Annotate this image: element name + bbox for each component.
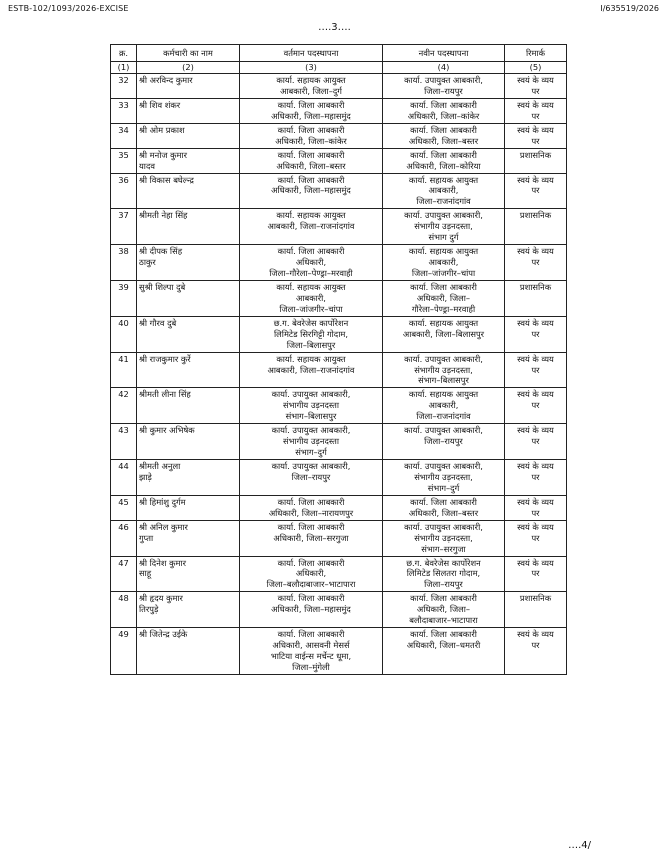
- employee-name-line: श्री कुमार अभिषेक: [139, 425, 195, 436]
- serial-number: 35: [111, 148, 137, 173]
- serial-number: 32: [111, 74, 137, 99]
- current-posting-line: संभाग–दुर्ग: [295, 447, 327, 458]
- column-header-name: कर्मचारी का नाम: [137, 45, 240, 62]
- new-posting-line: कार्या. सहायक आयुक्त: [408, 174, 479, 185]
- current-posting-line: कार्या. जिला आबकारी: [277, 246, 345, 257]
- remark-cell: [505, 98, 567, 123]
- current-posting-line: जिला–जांजगीर–चांपा: [279, 303, 343, 314]
- employee-name-line: तिरपुड़े: [139, 604, 159, 615]
- serial-number: 34: [111, 123, 137, 148]
- new-posting-cell: [383, 209, 505, 245]
- remark-line: स्वयं के व्यय: [517, 246, 554, 257]
- remark-cell: [505, 74, 567, 99]
- table-row: [111, 209, 567, 245]
- remark-line: पर: [531, 507, 540, 518]
- table-row: [111, 74, 567, 99]
- table-row: [111, 245, 567, 281]
- current-posting-line: कार्या. जिला आबकारी: [277, 124, 345, 135]
- current-posting-line: संभागीय उड़नदस्ता: [283, 436, 339, 447]
- remark-line: पर: [531, 110, 540, 121]
- current-posting-line: कार्या. उपायुक्त आबकारी,: [271, 461, 351, 471]
- serial-number: 46: [111, 520, 137, 556]
- employee-name-line: श्री हृदय कुमार: [139, 593, 183, 604]
- new-posting-line: अधिकारी, जिला–कोरिया: [406, 160, 481, 171]
- remark-cell: [505, 592, 567, 628]
- employee-name-line: श्रीमती नेहा सिंह: [139, 210, 188, 221]
- employee-name-line: श्री दीपक सिंह: [139, 246, 183, 257]
- receipt-number: I/635519/2026: [600, 4, 659, 13]
- new-posting-cell: [383, 148, 505, 173]
- serial-number: 42: [111, 388, 137, 424]
- current-posting-line: कार्या. सहायक आयुक्त: [276, 75, 346, 85]
- new-posting-line: कार्या. जिला आबकारी: [410, 149, 477, 160]
- new-posting-line: कार्या. उपायुक्त आबकारी,: [404, 425, 483, 436]
- new-posting-cell: [383, 388, 505, 424]
- new-posting-cell: [383, 424, 505, 460]
- current-posting-line: आबकारी,: [296, 292, 326, 303]
- new-posting-cell: [383, 173, 505, 209]
- remark-line: स्वयं के व्यय: [517, 389, 554, 400]
- current-posting-line: अधिकारी, जिला–महासमुंद: [271, 185, 351, 196]
- new-posting-line: कार्या. उपायुक्त आबकारी,: [404, 461, 483, 471]
- employee-name-line: श्री राजकुमार कुर्रे: [139, 353, 191, 364]
- new-posting-line: जिला–रायपुर: [424, 85, 463, 96]
- new-posting-line: आबकारी,: [428, 400, 459, 411]
- current-posting-line: जिला–गौरेला–पेण्ड्रा–मरवाही: [269, 268, 353, 278]
- remark-line: पर: [531, 532, 540, 543]
- remark-line: स्वयं के व्यय: [517, 496, 554, 507]
- employee-name-cell: [137, 556, 240, 592]
- employee-name-cell: [137, 495, 240, 520]
- remark-line: स्वयं के व्यय: [517, 353, 554, 364]
- serial-number: 38: [111, 245, 137, 281]
- current-posting-line: संभागीय उड़नदस्ता: [283, 400, 339, 411]
- current-posting-line: कार्या. जिला आबकारी: [277, 629, 345, 640]
- current-posting-line: कार्या. जिला आबकारी: [277, 149, 345, 160]
- new-posting-line: संभाग दुर्ग: [428, 232, 459, 243]
- new-posting-cell: [383, 592, 505, 628]
- employee-name-line: श्रीमती लीना सिंह: [139, 389, 191, 400]
- employee-name-line: श्री गौरव दुबे: [139, 317, 177, 328]
- remark-line: स्वयं के व्यय: [517, 557, 554, 568]
- new-posting-line: कार्या. जिला आबकारी: [410, 281, 477, 292]
- new-posting-line: जिला–राजनांदगांव: [416, 196, 471, 207]
- current-posting-cell: [240, 592, 383, 628]
- new-posting-cell: [383, 74, 505, 99]
- remark-line: पर: [531, 364, 540, 375]
- table-row: [111, 352, 567, 388]
- table-row: [111, 592, 567, 628]
- current-posting-cell: [240, 316, 383, 352]
- new-posting-line: अधिकारी, जिला–बस्तर: [408, 507, 479, 518]
- next-page-marker: ….4/: [568, 840, 591, 851]
- new-posting-line: कार्या. सहायक आयुक्त: [408, 317, 479, 328]
- serial-number: 43: [111, 424, 137, 460]
- new-posting-line: कार्या. जिला आबकारी: [410, 124, 477, 135]
- table-row: [111, 148, 567, 173]
- table-row: [111, 556, 567, 592]
- employee-name-cell: [137, 148, 240, 173]
- table-row: [111, 388, 567, 424]
- current-posting-line: कार्या. सहायक आयुक्त: [276, 281, 346, 292]
- remark-line: स्वयं के व्यय: [517, 521, 554, 532]
- column-header-new-posting: नवीन पदस्थापना: [383, 45, 505, 62]
- remark-cell: [505, 123, 567, 148]
- employee-name-cell: [137, 388, 240, 424]
- new-posting-cell: [383, 556, 505, 592]
- new-posting-line: जिला–जांजगीर–चांपा: [411, 268, 476, 278]
- remark-cell: [505, 173, 567, 209]
- new-posting-line: जिला–रायपुर: [424, 436, 463, 447]
- current-posting-line: कार्या. सहायक आयुक्त: [276, 210, 346, 221]
- new-posting-line: कार्या. जिला आबकारी: [410, 593, 477, 604]
- column-index-row: [111, 62, 567, 74]
- remark-line: प्रशासनिक: [519, 281, 552, 292]
- remark-cell: [505, 148, 567, 173]
- current-posting-line: संभाग–बिलासपुर: [285, 411, 337, 422]
- employee-name-cell: [137, 173, 240, 209]
- new-posting-line: अधिकारी, जिला–: [416, 292, 471, 303]
- current-posting-line: कार्या. जिला आबकारी: [277, 99, 345, 110]
- new-posting-cell: [383, 123, 505, 148]
- current-posting-line: अधिकारी, जिला–बस्तर: [276, 160, 346, 171]
- current-posting-cell: [240, 424, 383, 460]
- serial-number: 48: [111, 592, 137, 628]
- new-posting-cell: [383, 520, 505, 556]
- table-row: [111, 173, 567, 209]
- current-posting-cell: [240, 520, 383, 556]
- new-posting-line: कार्या. सहायक आयुक्त: [408, 246, 479, 257]
- employee-name-line: श्री विकास बघेल्न्द्र: [139, 174, 194, 185]
- new-posting-line: अधिकारी, जिला–कांकेर: [407, 110, 480, 121]
- employee-name-cell: [137, 628, 240, 675]
- current-posting-line: आबकारी, जिला–राजनांदगांव: [267, 221, 355, 232]
- new-posting-line: संभागीय उड़नदस्ता,: [414, 221, 473, 232]
- column-header-current-posting: वर्तमान पदस्थापना: [240, 45, 383, 62]
- employee-name-cell: [137, 592, 240, 628]
- current-posting-cell: [240, 388, 383, 424]
- table-body: [111, 74, 567, 675]
- column-index: (4): [383, 62, 505, 74]
- employee-name-cell: [137, 424, 240, 460]
- table-row: [111, 628, 567, 675]
- remark-cell: [505, 495, 567, 520]
- remark-cell: [505, 316, 567, 352]
- new-posting-cell: [383, 352, 505, 388]
- remark-line: पर: [531, 568, 540, 579]
- table-row: [111, 424, 567, 460]
- current-posting-line: कार्या. उपायुक्त आबकारी,: [271, 425, 351, 436]
- remark-line: पर: [531, 328, 540, 339]
- employee-name-line: श्री ओम प्रकाश: [139, 124, 185, 135]
- current-posting-cell: [240, 280, 383, 316]
- remark-line: पर: [531, 471, 540, 482]
- employee-name-line: गुप्ता: [139, 532, 154, 543]
- remark-line: स्वयं के व्यय: [517, 174, 554, 185]
- employee-name-line: साहू: [139, 568, 152, 579]
- serial-number: 36: [111, 173, 137, 209]
- remark-cell: [505, 209, 567, 245]
- new-posting-line: अधिकारी, जिला–बस्तर: [408, 135, 479, 146]
- new-posting-line: संभाग–दुर्ग: [427, 482, 460, 493]
- new-posting-cell: [383, 245, 505, 281]
- remark-cell: [505, 460, 567, 496]
- remark-line: पर: [531, 640, 540, 651]
- remark-cell: [505, 245, 567, 281]
- current-posting-line: कार्या. जिला आबकारी: [277, 521, 345, 532]
- new-posting-line: कार्या. उपायुक्त आबकारी,: [404, 210, 483, 221]
- remark-cell: [505, 388, 567, 424]
- column-index: (1): [111, 62, 137, 74]
- remark-line: प्रशासनिक: [519, 149, 552, 160]
- current-posting-cell: [240, 148, 383, 173]
- employee-name-cell: [137, 316, 240, 352]
- employee-name-line: श्री शिव शंकर: [139, 99, 181, 110]
- table-row: [111, 316, 567, 352]
- new-posting-line: कार्या. उपायुक्त आबकारी,: [404, 75, 483, 85]
- current-posting-cell: [240, 74, 383, 99]
- remark-line: प्रशासनिक: [519, 593, 552, 604]
- remark-line: स्वयं के व्यय: [517, 317, 554, 328]
- employee-name-cell: [137, 280, 240, 316]
- current-posting-cell: [240, 460, 383, 496]
- current-posting-line: कार्या. जिला आबकारी: [277, 174, 345, 185]
- new-posting-line: संभाग–बिलासपुर: [418, 375, 469, 386]
- new-posting-line: अधिकारी, जिला–: [416, 604, 471, 615]
- current-posting-cell: [240, 123, 383, 148]
- new-posting-line: आबकारी, जिला–बिलासपुर: [402, 328, 485, 339]
- current-posting-line: कार्या. सहायक आयुक्त: [276, 353, 346, 364]
- new-posting-line: कार्या. जिला आबकारी: [410, 629, 477, 640]
- new-posting-line: आबकारी,: [428, 257, 459, 268]
- file-reference: ESTB-102/1093/2026-EXCISE: [8, 4, 129, 13]
- remark-line: प्रशासनिक: [519, 210, 552, 221]
- current-posting-line: जिला–बलौदाबाजार–भाटापारा: [266, 579, 356, 590]
- new-posting-cell: [383, 495, 505, 520]
- new-posting-line: कार्या. जिला आबकारी: [410, 496, 477, 507]
- employee-name-cell: [137, 352, 240, 388]
- employee-name-cell: [137, 520, 240, 556]
- current-posting-line: जिला–मुंगेली: [292, 661, 330, 672]
- employee-name-line: यादव: [139, 160, 155, 171]
- table-row: [111, 460, 567, 496]
- remark-cell: [505, 424, 567, 460]
- current-posting-line: अधिकारी,: [295, 257, 327, 268]
- current-posting-line: अधिकारी, जिला–महासमुंद: [271, 110, 351, 121]
- current-posting-cell: [240, 209, 383, 245]
- remark-line: स्वयं के व्यय: [517, 124, 554, 135]
- new-posting-line: अधिकारी, जिला–धमतरी: [406, 640, 481, 651]
- employee-name-cell: [137, 209, 240, 245]
- new-posting-line: लिमिटेड सिलतरा गोदाम,: [406, 568, 481, 579]
- remark-line: स्वयं के व्यय: [517, 75, 554, 85]
- current-posting-line: अधिकारी, जिला–महासमुंद: [271, 604, 351, 615]
- remark-line: पर: [531, 85, 540, 96]
- transfer-table: [110, 44, 567, 675]
- current-posting-line: अधिकारी, आसवनी मेसर्स: [272, 640, 350, 651]
- current-posting-line: अधिकारी, जिला–सरगुजा: [273, 532, 349, 543]
- new-posting-line: कार्या. जिला आबकारी: [410, 99, 477, 110]
- table-row: [111, 520, 567, 556]
- new-posting-line: आबकारी,: [428, 185, 459, 196]
- employee-name-line: ठाकुर: [139, 257, 156, 268]
- serial-number: 44: [111, 460, 137, 496]
- current-posting-line: कार्या. जिला आबकारी: [277, 496, 345, 507]
- current-posting-line: लिमिटेड सिरगिट्टी गोदाम,: [274, 328, 348, 339]
- serial-number: 47: [111, 556, 137, 592]
- serial-number: 37: [111, 209, 137, 245]
- table-row: [111, 495, 567, 520]
- employee-name-line: श्री जितेन्द्र उईके: [139, 629, 188, 640]
- new-posting-line: बलौदाबाजार–भाटापारा: [409, 615, 478, 626]
- new-posting-line: कार्या. सहायक आयुक्त: [408, 389, 479, 400]
- current-posting-line: जिला–बिलासपुर: [286, 339, 336, 350]
- new-posting-cell: [383, 460, 505, 496]
- current-posting-line: आबकारी, जिला–राजनांदगांव: [267, 364, 355, 375]
- current-posting-line: अधिकारी, जिला–कांकेर: [275, 135, 347, 146]
- employee-name-cell: [137, 74, 240, 99]
- table-header-row: [111, 45, 567, 62]
- employee-name-line: श्री दिनेश कुमार: [139, 557, 186, 568]
- new-posting-line: संभाग–सरगुजा: [421, 543, 466, 554]
- new-posting-line: कार्या. उपायुक्त आबकारी,: [404, 353, 483, 364]
- current-posting-cell: [240, 245, 383, 281]
- employee-name-cell: [137, 460, 240, 496]
- current-posting-cell: [240, 352, 383, 388]
- remark-cell: [505, 352, 567, 388]
- column-header-serial: क्र.: [111, 45, 137, 62]
- new-posting-line: कार्या. उपायुक्त आबकारी,: [404, 521, 483, 532]
- employee-name-line: श्रीमती अनुला: [139, 461, 181, 471]
- remark-line: स्वयं के व्यय: [517, 461, 554, 471]
- serial-number: 45: [111, 495, 137, 520]
- remark-cell: [505, 520, 567, 556]
- employee-name-cell: [137, 123, 240, 148]
- remark-line: स्वयं के व्यय: [517, 99, 554, 110]
- current-posting-line: अधिकारी,: [295, 568, 327, 579]
- new-posting-line: संभागीय उड़नदस्ता,: [414, 364, 473, 375]
- serial-number: 40: [111, 316, 137, 352]
- current-posting-line: आबकारी, जिला–दुर्ग: [280, 85, 342, 96]
- current-posting-line: अधिकारी, जिला–नारायणपुर: [268, 507, 354, 518]
- table-row: [111, 123, 567, 148]
- new-posting-line: संभागीय उड़नदस्ता,: [414, 471, 473, 482]
- column-index: (3): [240, 62, 383, 74]
- employee-name-line: श्री अरविन्द कुमार: [139, 75, 193, 85]
- current-posting-line: भाटिया वाईन्स मर्चेन्ट धूमा,: [270, 651, 352, 661]
- table-row: [111, 98, 567, 123]
- employee-name-line: श्री मनोज कुमार: [139, 149, 188, 160]
- new-posting-line: छ.ग. बेवरेजेस कार्पोरेशन: [406, 557, 481, 568]
- remark-line: पर: [531, 400, 540, 411]
- current-posting-cell: [240, 628, 383, 675]
- current-posting-cell: [240, 98, 383, 123]
- employee-name-line: सुश्री शिल्पा दुबे: [139, 281, 186, 292]
- remark-line: पर: [531, 135, 540, 146]
- current-posting-line: कार्या. जिला आबकारी: [277, 557, 345, 568]
- column-index: (5): [505, 62, 567, 74]
- table-row: [111, 280, 567, 316]
- current-posting-line: छ.ग. बेवरेजेस कार्पोरेशन: [273, 317, 349, 328]
- current-posting-cell: [240, 556, 383, 592]
- new-posting-cell: [383, 628, 505, 675]
- new-posting-line: जिला–रायपुर: [424, 579, 463, 590]
- new-posting-line: संभागीय उड़नदस्ता,: [414, 532, 473, 543]
- current-posting-cell: [240, 495, 383, 520]
- employee-name-cell: [137, 245, 240, 281]
- remark-line: पर: [531, 257, 540, 268]
- remark-cell: [505, 280, 567, 316]
- serial-number: 39: [111, 280, 137, 316]
- new-posting-line: गौरेला–पेण्ड्रा–मरवाही: [411, 303, 476, 314]
- column-header-remark: रिमार्क: [505, 45, 567, 62]
- remark-cell: [505, 628, 567, 675]
- current-posting-line: जिला–रायपुर: [291, 471, 331, 482]
- new-posting-cell: [383, 98, 505, 123]
- employee-name-cell: [137, 98, 240, 123]
- current-posting-cell: [240, 173, 383, 209]
- current-posting-line: कार्या. जिला आबकारी: [277, 593, 345, 604]
- employee-name-line: श्री हिमांशु दुर्गम: [139, 496, 186, 507]
- new-posting-cell: [383, 280, 505, 316]
- remark-cell: [505, 556, 567, 592]
- serial-number: 41: [111, 352, 137, 388]
- employee-name-line: झाड़े: [139, 471, 152, 482]
- serial-number: 49: [111, 628, 137, 675]
- remark-line: स्वयं के व्यय: [517, 425, 554, 436]
- remark-line: पर: [531, 436, 540, 447]
- remark-line: पर: [531, 185, 540, 196]
- serial-number: 33: [111, 98, 137, 123]
- new-posting-line: जिला–राजनांदगांव: [416, 411, 471, 422]
- new-posting-cell: [383, 316, 505, 352]
- employee-name-line: श्री अनिल कुमार: [139, 521, 188, 532]
- page-number: ….3….: [318, 22, 351, 33]
- remark-line: स्वयं के व्यय: [517, 629, 554, 640]
- column-index: (2): [137, 62, 240, 74]
- current-posting-line: कार्या. उपायुक्त आबकारी,: [271, 389, 351, 400]
